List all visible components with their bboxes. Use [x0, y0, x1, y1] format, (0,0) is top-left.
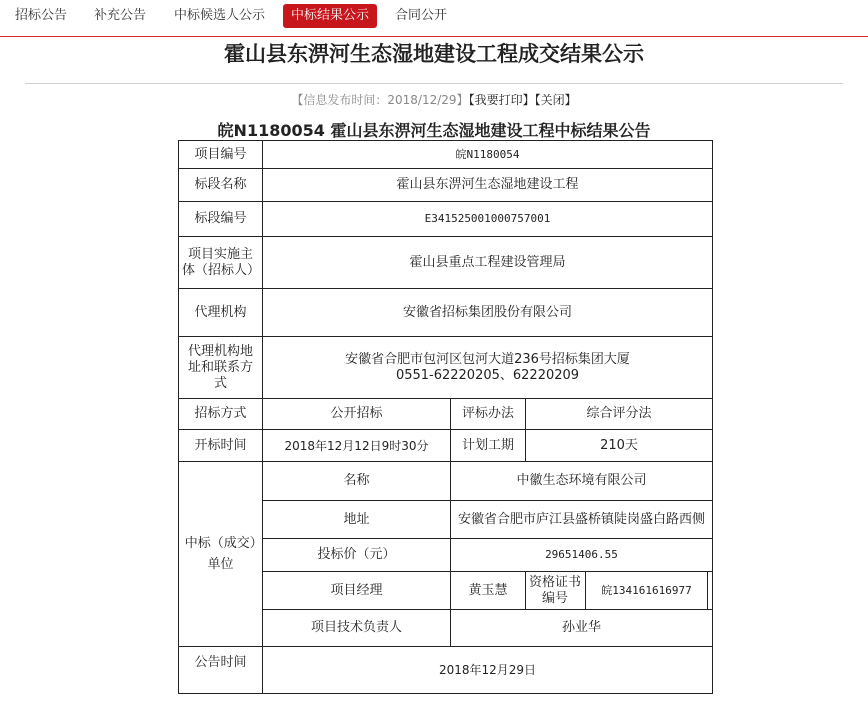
- cert-no-value: 皖134161616977: [601, 583, 692, 597]
- publish-time: 【信息发布时间：2018/12/29】: [291, 93, 469, 107]
- bid-price-label: 投标价（元）: [317, 547, 396, 562]
- owner-value: 霍山县重点工程建设管理局: [409, 254, 566, 270]
- agency-phone-value: 0551-62220205、62220209: [395, 367, 580, 383]
- bid-method-label: 招标方式: [194, 406, 247, 421]
- tab-contract-disclosure[interactable]: 合同公开: [395, 8, 448, 23]
- bid-price-value: 29651406.55: [545, 548, 618, 561]
- owner-label: 项目实施主体（招标人）: [182, 246, 261, 278]
- cert-no-label: 资格证书编号: [528, 574, 581, 606]
- period-label: 计划工期: [461, 437, 514, 453]
- project-manager-label: 项目经理: [330, 582, 383, 598]
- title-divider: [25, 83, 843, 84]
- tab-candidate-publicity[interactable]: 中标候选人公示: [174, 8, 266, 23]
- agency-value: 安徽省招标集团股份有限公司: [402, 304, 572, 320]
- agency-address-label: 代理机构地址和联系方式: [187, 343, 253, 391]
- notice-subtitle: 皖N1180054 霍山县东淠河生态湿地建设工程中标结果公告: [217, 121, 651, 140]
- winner-label: 中标（成交）单位: [184, 536, 257, 572]
- winner-address-label: 地址: [343, 511, 370, 527]
- project-manager-value: 黄玉慧: [468, 582, 508, 598]
- winner-address-value: 安徽省合肥市庐江县盛桥镇陡岗盛白路西侧: [457, 511, 705, 527]
- top-nav-tabs: [0, 0, 868, 37]
- section-no-value: E341525001000757001: [424, 212, 551, 225]
- close-link[interactable]: 【关闭】: [534, 93, 577, 107]
- open-time-label: 开标时间: [194, 437, 247, 453]
- eval-method-label: 评标办法: [461, 406, 514, 421]
- open-time-value: 2018年12月12日9时30分: [284, 438, 429, 453]
- agency-address-cell: [263, 337, 712, 398]
- bid-method-value: 公开招标: [330, 406, 383, 421]
- eval-method-value: 综合评分法: [586, 406, 652, 421]
- page-title: 霍山县东淠河生态湿地建设工程成交结果公示: [224, 42, 644, 66]
- tab-bid-announcement[interactable]: 招标公告: [15, 8, 68, 23]
- notice-time-value: 2018年12月29日: [438, 663, 537, 677]
- section-name-value: 霍山县东淠河生态湿地建设工程: [396, 177, 579, 192]
- winner-name-label: 名称: [343, 473, 370, 488]
- period-value: 210天: [600, 437, 638, 453]
- agency-address-value: 安徽省合肥市包河区包河大道236号招标集团大厦: [345, 351, 630, 367]
- winner-name-value: 中徽生态环境有限公司: [516, 473, 647, 488]
- section-no-label: 标段编号: [194, 211, 247, 226]
- info-meta-bar: [0, 91, 868, 108]
- tab-award-result[interactable]: 中标结果公示: [283, 4, 377, 28]
- tab-supplementary-announcement[interactable]: 补充公告: [94, 8, 147, 23]
- project-no-label: 项目编号: [194, 146, 247, 162]
- award-result-table: [178, 140, 713, 694]
- project-no-value: 皖N1180054: [455, 147, 520, 161]
- section-name-label: 标段名称: [194, 177, 247, 192]
- print-link[interactable]: 【我要打印】: [468, 93, 535, 107]
- notice-time-label: 公告时间: [194, 655, 247, 670]
- tech-lead-value: 孙业华: [561, 620, 601, 635]
- agency-label: 代理机构: [194, 304, 247, 320]
- tech-lead-label: 项目技术负责人: [310, 620, 402, 635]
